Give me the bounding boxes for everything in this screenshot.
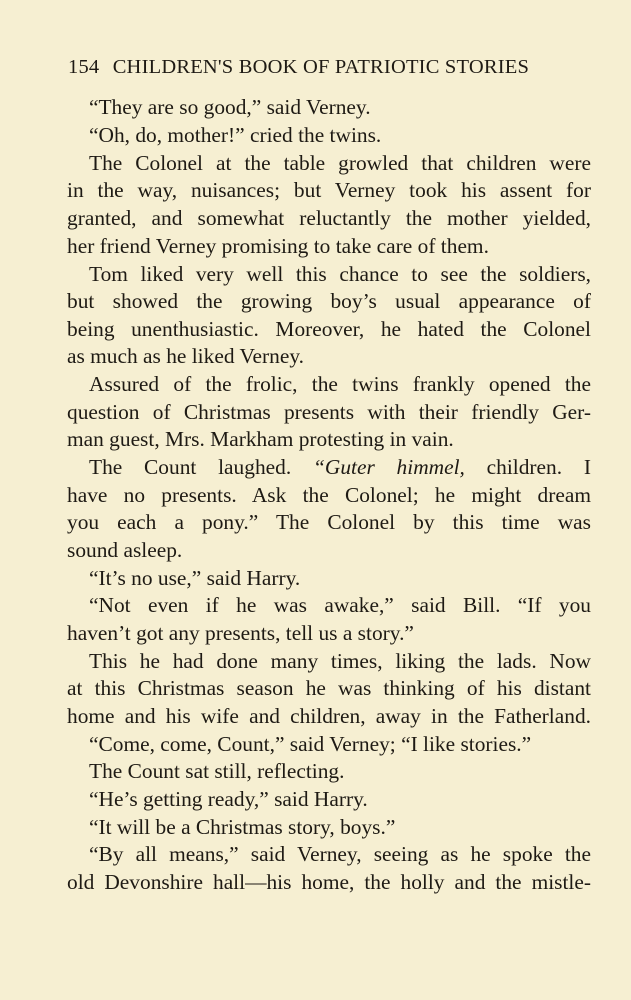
text-line: sound asleep. <box>67 538 183 562</box>
text-line: “It’s no use,” said Harry. <box>89 566 301 590</box>
text-line: being unenthusiastic. Moreover, he hated the Colonel <box>67 317 591 341</box>
text-line: “By all means,” said Verney, seeing as he spoke the <box>89 842 591 866</box>
text-line: This he had done many times, liking the lads. Now <box>89 649 591 673</box>
italic-phrase: “Guter himmel, <box>312 455 465 479</box>
text-line: at this Christmas season he was thinking of his distant <box>67 676 591 700</box>
text-segment: The Count laughed. <box>89 455 292 479</box>
text-segment: children. I <box>486 455 591 479</box>
text-line: The Colonel at the table growled that children were <box>89 151 591 175</box>
text-line: “Oh, do, mother!” cried the twins. <box>89 123 382 147</box>
text-line: but showed the growing boy’s usual appearance of <box>67 289 591 313</box>
text-line: Assured of the frolic, the twins frankly opened the <box>89 372 591 396</box>
text-line: “Not even if he was awake,” said Bill. “If you <box>89 593 591 617</box>
text-line: old Devonshire hall—his home, the holly and the mistle- <box>67 870 591 894</box>
text-line: granted, and somewhat reluctantly the mother yielded, <box>67 206 591 230</box>
text-line: as much as he liked Verney. <box>67 344 305 368</box>
text-line: man guest, Mrs. Markham protesting in vain. <box>67 427 454 451</box>
text-line: in the way, nuisances; but Verney took his assent for <box>67 178 591 202</box>
page-number: 154 <box>68 56 100 78</box>
text-line: Tom liked very well this chance to see the soldiers, <box>89 262 591 286</box>
text-line: question of Christmas presents with their friendly Ger- <box>67 400 591 424</box>
text-line: The Count sat still, reflecting. <box>89 759 345 783</box>
text-line: “It will be a Christmas story, boys.” <box>89 815 396 839</box>
text-line: home and his wife and children, away in the Fatherland. <box>67 704 591 728</box>
text-line <box>89 453 591 481</box>
text-line: you each a pony.” The Colonel by this time was <box>67 510 591 534</box>
text-line: have no presents. Ask the Colonel; he might dream <box>67 483 591 507</box>
text-line: her friend Verney promising to take care of them. <box>67 234 489 258</box>
text-line: “Come, come, Count,” said Verney; “I like stories.” <box>89 732 532 756</box>
text-line: “They are so good,” said Verney. <box>89 95 371 119</box>
text-line: “He’s getting ready,” said Harry. <box>89 787 368 811</box>
running-title: CHILDREN'S BOOK OF PATRIOTIC STORIES <box>112 56 530 78</box>
text-line: haven’t got any presents, tell us a story.” <box>67 621 414 645</box>
